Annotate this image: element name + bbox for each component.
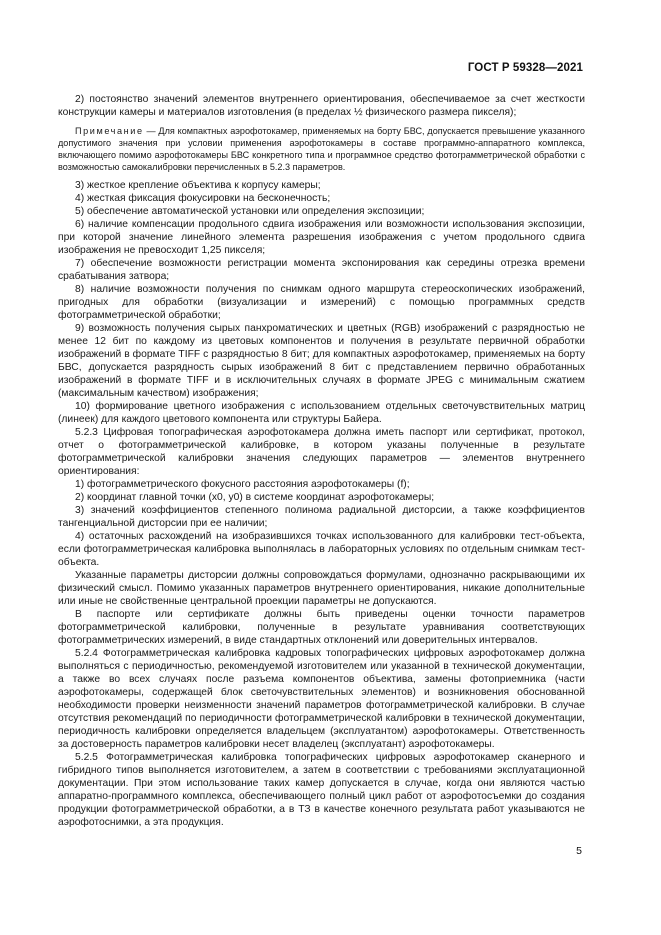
paragraph: 8) наличие возможности получения по снимкам одного маршрута стереоскопических изображений, пригодных для обработки (визуализации и измерений) с помощью программных средств фотограмметрической обработки; — [58, 284, 585, 321]
page-number: 5 — [576, 845, 582, 857]
paragraph: 5.2.5 Фотограмметрическая калибровка топографических цифровых аэрофотокамер сканерного и гибридного типов выполняется изготовителем, а затем в соответствии с требованиями эксплуатационной документации. При этом использование таких камер допускается в случае, когда они являются частью аппаратно-программного комплекса, обеспечивающего полный цикл работ от аэрофотосъемки до создания продукции фотограмметрической обработки, а в ТЗ в качестве конечного результата работ указываются не аэрофотоснимки, а эта продукция. — [58, 752, 585, 828]
note-paragraph — [58, 125, 585, 173]
note-dash: — — [143, 126, 159, 136]
paragraph: 9) возможность получения сырых панхроматических и цветных (RGB) изображений с разрядностью не менее 12 бит по каждому из цветовых компонентов и получения в результате первичной обработки изображений в формате TIFF с разрядностью 8 бит; для компактных аэрофотокамер, применяемых на борту БВС, допускается разрядность сырых изображений 8 бит с представлением первично обработанных изображений в формате TIFF и в исключительных случаях в формате JPEG с минимальным сжатием (максимальным качеством) изображения; — [58, 323, 585, 399]
paragraph: 2) постоянство значений элементов внутреннего ориентирования, обеспечиваемое за счет жесткости конструкции камеры и материалов изготовления (в пределах ½ физического размера пикселя); — [58, 94, 585, 118]
paragraph: 3) жесткое крепление объектива к корпусу камеры; — [75, 180, 321, 191]
note-text: Для компактных аэрофотокамер, применяемых на борту БВС, допускается превышение указанного допустимого значения при условии применения аэрофотокамеры в составе программно-аппаратного комплекса, включающего помимо аэрофотокамеры БВС конкретного типа и программное средство фотограмметрической обработки с возможностью самокалибровки перечисленных в 5.2.3 параметров. — [58, 126, 585, 172]
paragraph: 6) наличие компенсации продольного сдвига изображения или возможности использования экспозиции, при которой значение линейного элемента разрешения изображения с учетом продольного сдвига изображения не превосходит 1,25 пикселя; — [58, 219, 585, 256]
paragraph: 7) обеспечение возможности регистрации момента экспонирования как середины отрезка времени срабатывания затвора; — [58, 258, 585, 282]
paragraph: 5) обеспечение автоматической установки или определения экспозиции; — [75, 206, 425, 217]
paragraph: 5.2.4 Фотограмметрическая калибровка кадровых топографических цифровых аэрофотокамер должна выполняться с периодичностью, рекомендуемой изготовителем или указанной в технической документации, а также во всех случаях после разъема компонентов объектива, замены фотоприемника (части аэрофотокамеры, содержащей блок светочувствительных элементов) и возникновения обоснованной необходимости проверки неизменности значений параметров фотограмметрической калибровки. В случае отсутствия рекомендаций по периодичности фотограмметрической калибровки в технической документации, периодичность калибровки определяется владельцем (эксплуатантом) аэрофотокамеры. Ответственность за достоверность параметров калибровки несет владелец (эксплуатант) аэрофотокамеры. — [58, 648, 585, 750]
paragraph: 5.2.3 Цифровая топографическая аэрофотокамера должна иметь паспорт или сертификат, протокол, отчет о фотограмметрической калибровке, в котором указаны полученные в результате фотограмметрической калибровки значения следующих параметров — элементов внутреннего ориентирования: — [58, 427, 585, 477]
paragraph: 10) формирование цветного изображения с использованием отдельных светочувствительных матриц (линеек) для каждого цветового компонента или структуры Байера. — [58, 401, 585, 425]
paragraph: 1) фотограмметрического фокусного расстояния аэрофотокамеры (f); — [75, 479, 410, 490]
document-body — [58, 93, 585, 829]
paragraph: 4) остаточных расхождений на изобразившихся точках использованного для калибровки тест-объекта, если фотограмметрическая калибровка выполнялась в лабораторных условиях по отдельным снимкам тест-объекта. — [58, 531, 585, 568]
paragraph: 2) координат главной точки (x0, y0) в системе координат аэрофотокамеры; — [75, 492, 435, 503]
paragraph: Указанные параметры дисторсии должны сопровождаться формулами, однозначно раскрывающими их физический смысл. Помимо указанных параметров внутреннего ориентирования, никакие дополнительные или иные не свойственные центральной проекции параметры не допускаются. — [58, 570, 585, 607]
standard-header: ГОСТ Р 59328—2021 — [467, 62, 583, 74]
paragraph: 4) жесткая фиксация фокусировки на бесконечность; — [75, 193, 331, 204]
note-label: Примечание — [75, 126, 144, 136]
paragraph: 3) значений коэффициентов степенного полинома радиальной дисторсии, а также коэффициентов тангенциальной дисторсии при ее наличии; — [58, 505, 585, 529]
paragraph: В паспорте или сертификате должны быть приведены оценки точности параметров фотограмметрической калибровки, полученные в результате уравнивания соответствующих фотограмметрических измерений, в виде стандартных отклонений или доверительных интервалов. — [58, 609, 585, 646]
